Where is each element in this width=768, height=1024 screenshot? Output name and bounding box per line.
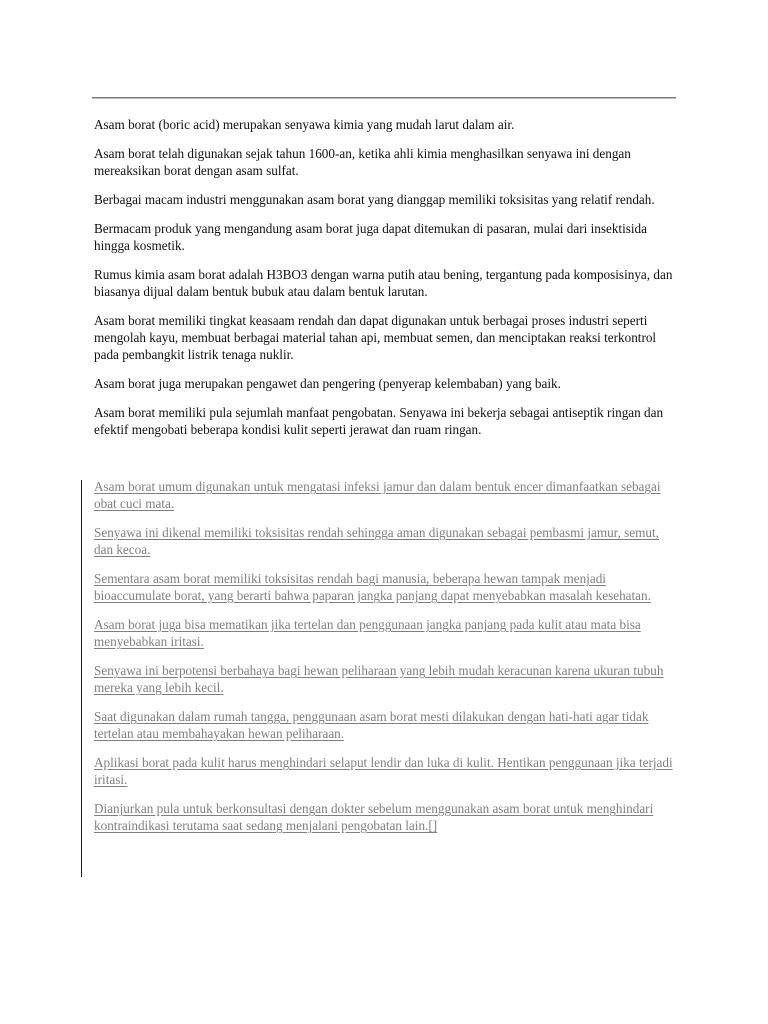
change-bar [81, 480, 82, 877]
paragraph: Berbagai macam industri menggunakan asam borat yang dianggap memiliki toksisitas yang relatif rendah. [94, 192, 655, 207]
inserted-paragraph: Saat digunakan dalam rumah tangga, penggunaan asam borat mesti dilakukan dengan hati-hati agar tidak tertelan atau membahayakan hewan peliharaan. [94, 709, 649, 741]
paragraph: Rumus kimia asam borat adalah H3BO3 dengan warna putih atau bening, tergantung pada komposisinya, dan biasanya dijual dalam bentuk bubuk atau dalam bentuk larutan. [94, 267, 673, 299]
inserted-paragraph: Asam borat juga bisa mematikan jika tertelan dan penggunaan jangka panjang pada kulit atau mata bisa menyebabkan iritasi. [94, 617, 641, 649]
inserted-paragraph: Sementara asam borat memiliki toksisitas rendah bagi manusia, beberapa hewan tampak menjadi bioaccumulate borat, yang berarti bahwa paparan jangka panjang dapat menyebabkan masalah kesehatan. [94, 571, 651, 603]
paragraph: Asam borat memiliki tingkat keasaam rendah dan dapat digunakan untuk berbagai proses industri seperti mengolah kayu, membuat berbagai material tahan api, membuat semen, dan menciptakan reaksi terkontrol pada pembangkit listrik tenaga nuklir. [94, 313, 657, 362]
inserted-paragraph: Asam borat umum digunakan untuk mengatasi infeksi jamur dan dalam bentuk encer dimanfaatkan sebagai obat cuci mata. [94, 479, 661, 511]
inserted-paragraph: Dianjurkan pula untuk berkonsultasi dengan dokter sebelum menggunakan asam borat untuk menghindari kontraindikasi terutama saat sedang menjalani pengobatan lain.[] [94, 801, 654, 833]
paragraph: Asam borat telah digunakan sejak tahun 1600-an, ketika ahli kimia menghasilkan senyawa ini dengan mereaksikan borat dengan asam sulfat. [94, 146, 631, 178]
inserted-text-block [94, 478, 679, 834]
paragraph: Asam borat (boric acid) merupakan senyawa kimia yang mudah larut dalam air. [94, 117, 515, 132]
inserted-paragraph: Senyawa ini berpotensi berbahaya bagi hewan peliharaan yang lebih mudah keracunan karena ukuran tubuh mereka yang lebih kecil. [94, 663, 664, 695]
paragraph: Asam borat juga merupakan pengawet dan pengering (penyerap kelembaban) yang baik. [94, 376, 561, 391]
tracked-changes-section [81, 478, 681, 846]
inserted-paragraph: Senyawa ini dikenal memiliki toksisitas rendah sehingga aman digunakan sebagai pembasmi jamur, semut, dan kecoa. [94, 525, 659, 557]
header-rule [92, 97, 676, 99]
paragraph: Bermacam produk yang mengandung asam borat juga dapat ditemukan di pasaran, mulai dari insektisida hingga kosmetik. [94, 221, 647, 253]
document-body [94, 116, 679, 450]
paragraph: Asam borat memiliki pula sejumlah manfaat pengobatan. Senyawa ini bekerja sebagai antiseptik ringan dan efektif mengobati beberapa kondisi kulit seperti jerawat dan ruam ringan. [94, 405, 664, 437]
inserted-paragraph: Aplikasi borat pada kulit harus menghindari selaput lendir dan luka di kulit. Hentikan penggunaan jika terjadi iritasi. [94, 755, 673, 787]
